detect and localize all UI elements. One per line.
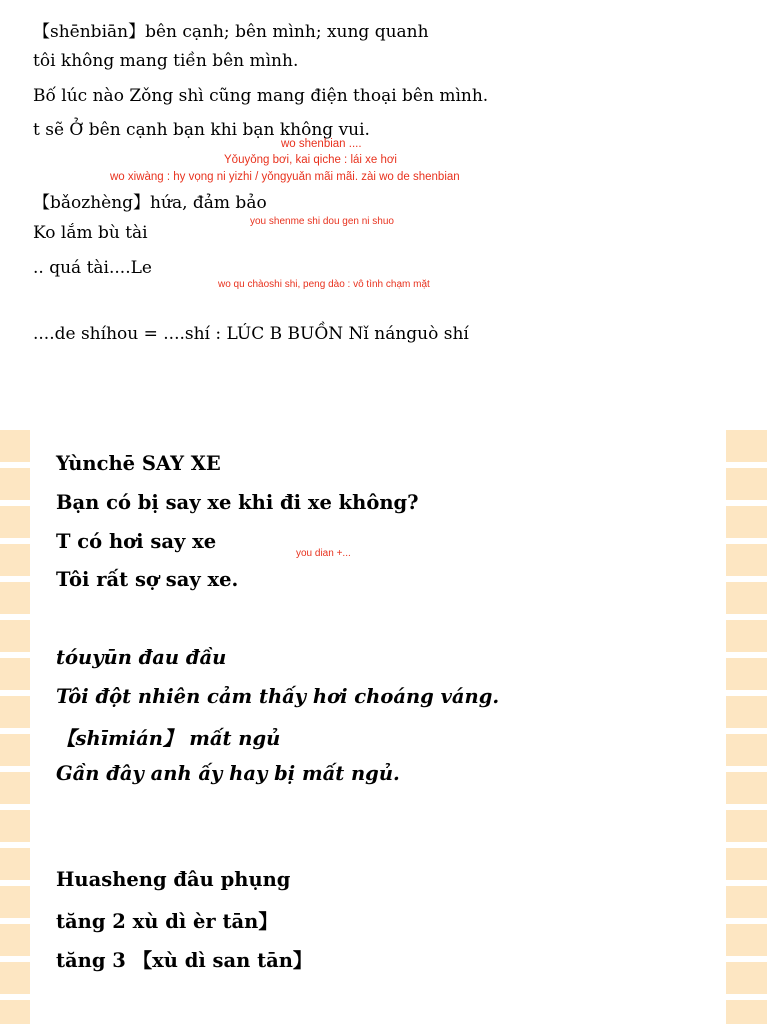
red-annotation: wo shenbian .... [281,138,362,150]
red-annotation: you shenme shi dou gen ni shuo [250,216,394,227]
left-border-stripe [0,430,30,1024]
text-line: Bố lúc nào Zǒng shì cũng mang điện thoại bên mình. [33,86,489,106]
red-annotation: wo qu chàoshi shi, peng dào : vô tình chạm mặt [218,279,430,290]
text-line: 【bǎozhèng】hứa, đảm bảo [33,193,267,213]
text-line: t sẽ Ở bên cạnh bạn khi bạn không vui. [33,120,370,140]
slide-heading: Yùnchē SAY XE [56,452,221,475]
red-annotation: Yǒuyǒng bơi, kai qiche : lái xe hơi [224,154,397,166]
slide-line: Bạn có bị say xe khi đi xe không? [56,491,419,514]
slide-line: Gần đây anh ấy hay bị mất ngủ. [56,762,400,785]
red-annotation: wo xiwàng : hy vọng ni yizhi / yǒngyuǎn mãi mãi. zài wo de shenbian [110,171,460,183]
red-annotation: you dian +... [296,548,351,559]
text-line: .. quá tài....Le [33,258,152,278]
text-line: Ko lắm bù tài [33,223,148,243]
text-line: ....de shíhou = ....shí : LÚC B BUỒN Nǐ nánguò shí [33,324,469,344]
slide-line: 【shīmián】 mất ngủ [56,727,281,750]
slide-line: Tôi rất sợ say xe. [56,568,239,591]
slide-line: Huasheng đâu phụng [56,868,291,891]
slide-line: T có hơi say xe [56,530,217,553]
slide-line: tăng 3 【xù dì san tān】 [56,949,313,972]
text-line: 【shēnbiān】bên cạnh; bên mình; xung quanh [33,22,429,42]
slide-line: Tôi đột nhiên cảm thấy hơi choáng váng. [56,685,500,708]
right-border-stripe [726,430,767,1024]
slide-line: tóuyūn đau đầu [56,646,227,669]
text-line: tôi không mang tiền bên mình. [33,51,299,71]
slide-line: tăng 2 xù dì èr tān】 [56,910,278,933]
